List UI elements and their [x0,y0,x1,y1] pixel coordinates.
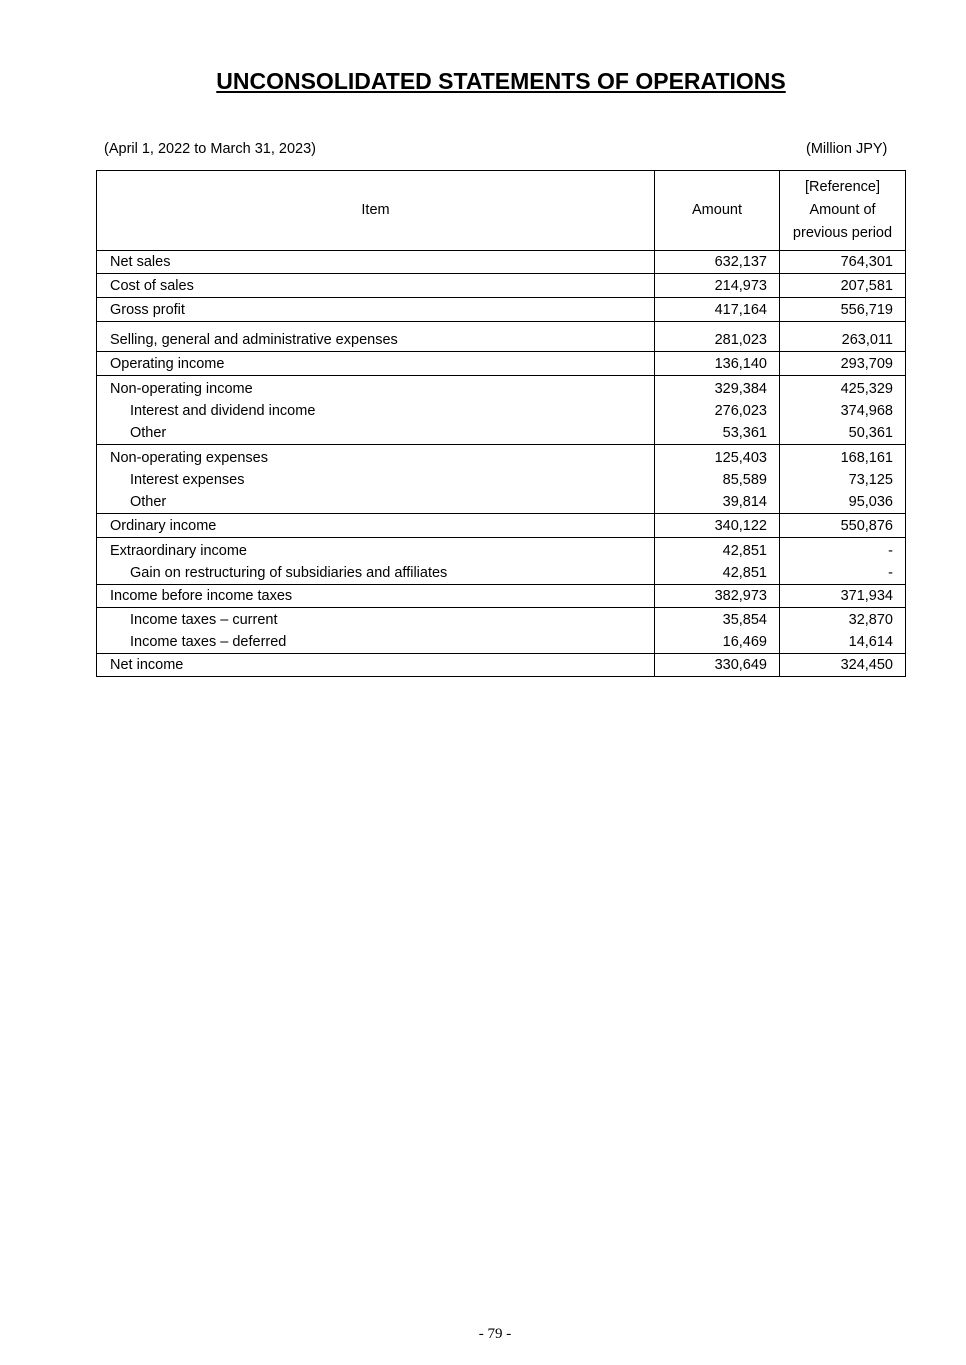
row-label: Net sales [110,254,171,270]
previous-cell [780,514,905,537]
previous-cell [780,298,905,321]
item-cell [97,514,655,537]
previous-value: 293,709 [840,356,893,372]
unit-label: (Million JPY) [806,141,888,157]
amount-cell [655,274,780,297]
row-label: Extraordinary income [110,543,247,559]
row-label: Gross profit [110,302,185,318]
amount-cell [655,352,780,375]
item-cell [97,298,655,321]
previous-value: 73,125 [848,472,893,488]
row-label: Other [130,494,167,510]
amount-value: 340,122 [714,518,767,534]
row-group [97,514,905,538]
row-label: Gain on restructuring of subsidiaries and affiliates [130,565,448,581]
amount-cell [655,376,780,444]
amount-value: 53,361 [722,425,767,441]
amount-value: 125,403 [714,450,767,466]
amount-value: 330,649 [714,657,767,673]
amount-value: 632,137 [714,254,767,270]
previous-value: 50,361 [848,425,893,441]
previous-value: 32,870 [848,612,893,628]
previous-value: 14,614 [848,634,893,650]
table-header [97,171,905,251]
row-label: Other [130,425,167,441]
previous-cell [780,322,905,351]
item-cell [97,654,655,676]
amount-cell [655,585,780,607]
page-title: UNCONSOLIDATED STATEMENTS OF OPERATIONS [216,68,786,94]
previous-cell [780,538,905,584]
row-label: Operating income [110,356,225,372]
previous-cell [780,608,905,653]
amount-cell [655,514,780,537]
row-group [97,322,905,352]
row-label: Interest expenses [130,472,245,488]
row-label: Non-operating expenses [110,450,268,466]
row-group [97,654,905,676]
amount-cell [655,251,780,273]
amount-value: 276,023 [714,403,767,419]
previous-value: 95,036 [848,494,893,510]
row-group [97,608,905,654]
previous-cell [780,376,905,444]
amount-cell [655,322,780,351]
amount-value: 136,140 [714,356,767,372]
row-group [97,298,905,322]
previous-cell [780,654,905,676]
item-cell [97,352,655,375]
row-label: Net income [110,657,184,673]
previous-value: 556,719 [840,302,893,318]
previous-cell [780,445,905,513]
item-cell [97,608,655,653]
amount-value: 382,973 [714,588,767,604]
amount-value: 42,851 [722,565,767,581]
item-cell [97,538,655,584]
row-label: Non-operating income [110,381,253,397]
row-label: Income before income taxes [110,588,293,604]
amount-value: 417,164 [714,302,767,318]
previous-value: 550,876 [840,518,893,534]
header-reference: [Reference] Amount of previous period [792,179,893,241]
amount-value: 85,589 [722,472,767,488]
row-group [97,445,905,514]
amount-value: 42,851 [722,543,767,559]
amount-cell [655,445,780,513]
row-label: Income taxes – current [130,612,278,628]
page-number: - 79 - [478,1326,512,1342]
row-label: Interest and dividend income [130,403,316,419]
previous-value: - [888,543,893,559]
previous-value: 764,301 [840,254,893,270]
item-cell [97,585,655,607]
amount-value: 39,814 [722,494,767,510]
previous-value: 371,934 [840,588,893,604]
row-label: Income taxes – deferred [130,634,287,650]
header-amount: Amount [655,171,780,250]
previous-value: 324,450 [840,657,893,673]
item-cell [97,376,655,444]
row-group [97,352,905,376]
period-label: (April 1, 2022 to March 31, 2023) [104,141,316,157]
row-label: Selling, general and administrative expenses [110,332,398,348]
item-cell [97,322,655,351]
amount-value: 281,023 [714,332,767,348]
amount-value: 329,384 [714,381,767,397]
amount-cell [655,298,780,321]
previous-value: 425,329 [840,381,893,397]
previous-value: 207,581 [840,278,893,294]
table-body [97,251,905,676]
row-group [97,251,905,274]
amount-value: 35,854 [722,612,767,628]
item-cell [97,274,655,297]
statement-table [96,170,906,677]
item-cell [97,445,655,513]
header-item: Item [97,171,655,250]
row-label: Ordinary income [110,518,217,534]
amount-value: 16,469 [722,634,767,650]
amount-cell [655,654,780,676]
row-group [97,538,905,585]
previous-value: 374,968 [840,403,893,419]
previous-cell [780,274,905,297]
row-group [97,585,905,608]
row-group [97,376,905,445]
previous-value: 168,161 [840,450,893,466]
previous-cell [780,251,905,273]
amount-cell [655,608,780,653]
item-cell [97,251,655,273]
row-label: Cost of sales [110,278,194,294]
previous-cell [780,585,905,607]
previous-cell [780,352,905,375]
amount-cell [655,538,780,584]
previous-value: - [888,565,893,581]
previous-value: 263,011 [841,332,893,348]
row-group [97,274,905,298]
amount-value: 214,973 [714,278,767,294]
